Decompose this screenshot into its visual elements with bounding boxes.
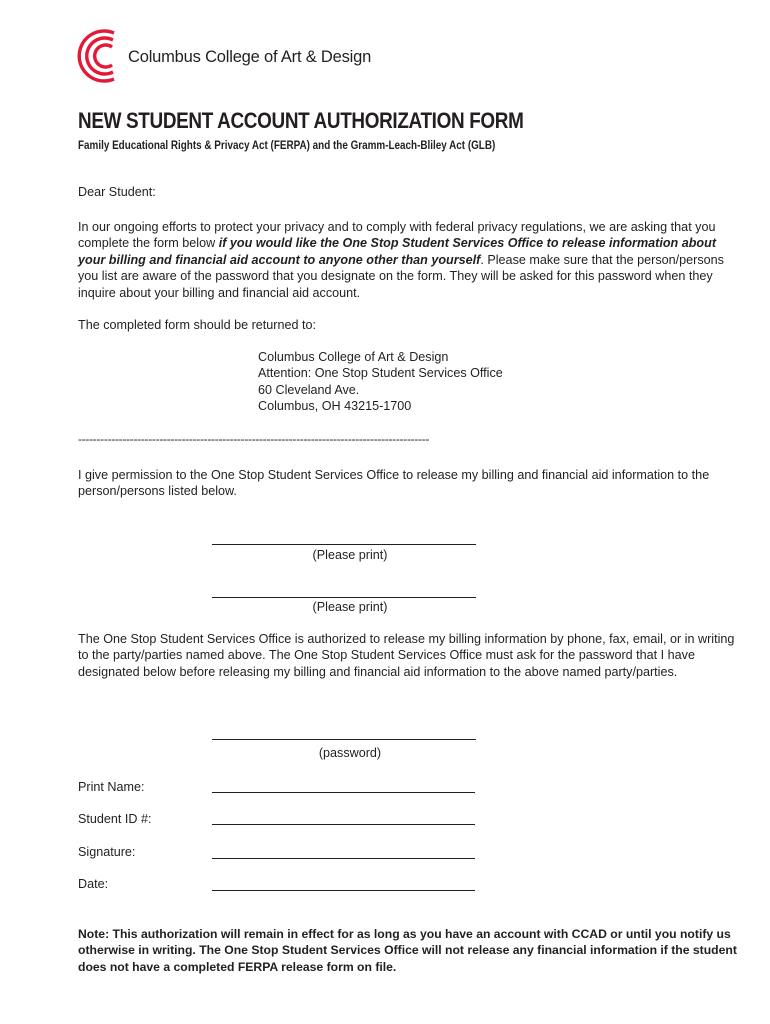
address-line: Columbus, OH 43215-1700 — [258, 399, 412, 414]
password-line[interactable] — [212, 739, 476, 740]
college-name: Columbus College of Art & Design — [128, 48, 372, 66]
print-caption-1: (Please print) — [312, 548, 388, 562]
authorization-paragraph: The One Stop Student Services Office is authorized to release my billing information by phone, fax, email, or in writing to the party/parties named above. The One Stop Student Services Office must ask for the password that I have designated below before releasing my billing and financial aid information to the above named party/parties. — [78, 632, 735, 679]
print-name-label: Print Name: — [78, 780, 145, 794]
intro-text-1: In our ongoing efforts to protect your privacy and to comply with federal privacy regulations, we are asking that you complete the form below — [78, 220, 716, 251]
mailing-address — [258, 349, 503, 415]
returned-to-text: The completed form should be returned to: — [78, 318, 317, 332]
print-name-field[interactable] — [212, 791, 475, 793]
permission-paragraph: I give permission to the One Stop Student Services Office to release my billing and financial aid information to the person/persons listed below. — [78, 468, 710, 499]
student-id-field[interactable] — [212, 823, 475, 825]
signature-label: Signature: — [78, 845, 136, 859]
address-line: Attention: One Stop Student Services Office — [258, 366, 503, 381]
print-caption-2: (Please print) — [312, 600, 388, 614]
ccad-logo-icon — [76, 26, 128, 86]
address-line: Columbus College of Art & Design — [258, 350, 449, 364]
form-subtitle: Family Educational Rights & Privacy Act (FERPA) and the Gramm-Leach-Bliley Act (GLB) — [78, 140, 496, 152]
intro-emphasis: if you would like the One Stop Student Services Office to release information about your billing and financial aid account to anyone other than yourself — [78, 236, 717, 267]
cut-divider: ----------------------------------------------------------------------------------------------- — [78, 432, 430, 446]
greeting: Dear Student: — [78, 185, 156, 199]
intro-paragraph — [78, 219, 738, 301]
authorized-person-2-line[interactable] — [212, 597, 476, 598]
intro-text-2: . Please make sure that the person/persons you list are aware of the password that you designate on the form. They will be asked for this password when they inquire about your billing and financial aid account. — [78, 252, 724, 300]
password-caption: (password) — [318, 746, 382, 760]
date-label: Date: — [78, 877, 109, 891]
college-logo — [76, 26, 376, 86]
form-title: NEW STUDENT ACCOUNT AUTHORIZATION FORM — [78, 108, 524, 133]
student-id-label: Student ID #: — [78, 812, 152, 826]
date-field[interactable] — [212, 889, 475, 891]
signature-field[interactable] — [212, 857, 475, 859]
note-paragraph: Note: This authorization will remain in effect for as long as you have an account with CCAD or until you notify us otherwise in writing. The One Stop Student Services Office will not release any financial information if the student does not have a completed FERPA release form on file. — [78, 927, 737, 974]
address-line: 60 Cleveland Ave. — [258, 382, 360, 397]
authorized-person-1-line[interactable] — [212, 544, 476, 545]
